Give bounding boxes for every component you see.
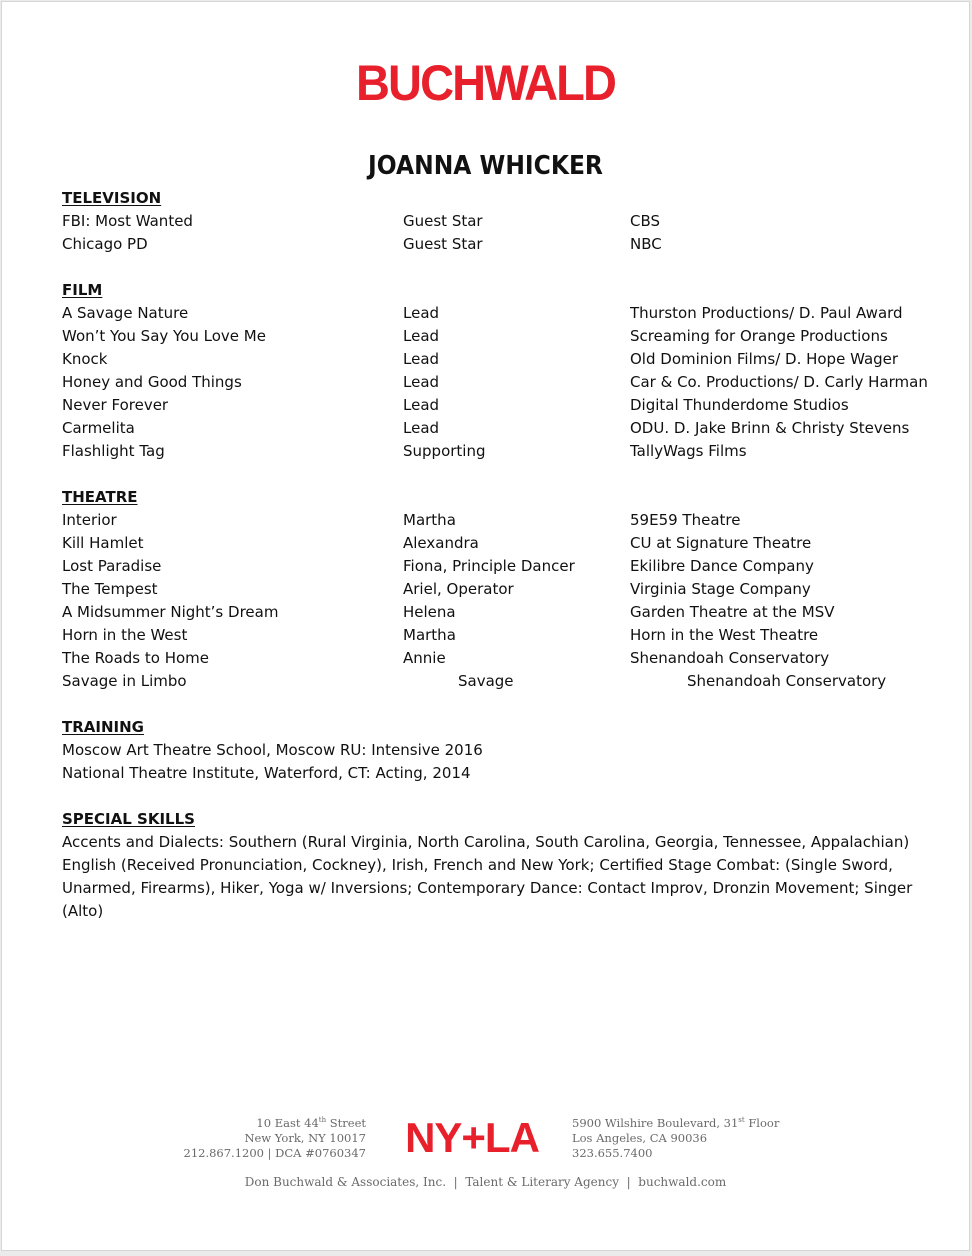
ny-street-number: 10 East 44 (256, 1116, 319, 1130)
ny-street-suffix-sup: th (318, 1116, 327, 1125)
credit-role: Ariel, Operator (403, 580, 514, 598)
training-line: National Theatre Institute, Waterford, CT: Acting, 2014 (62, 764, 471, 782)
credit-row (62, 532, 922, 555)
credit-title: Flashlight Tag (62, 442, 165, 460)
credit-company: CBS (630, 212, 661, 230)
credit-title: Won’t You Say You Love Me (62, 327, 266, 345)
special-skills-section (62, 808, 922, 923)
credit-title: A Savage Nature (62, 304, 189, 322)
credit-row (62, 371, 928, 394)
la-street (572, 1116, 779, 1131)
credit-role: Martha (403, 511, 456, 529)
credit-company: Garden Theatre at the MSV (630, 603, 835, 621)
credit-title: Interior (62, 511, 117, 529)
credit-title: Chicago PD (62, 235, 148, 253)
television-section (62, 187, 922, 256)
credit-row (62, 233, 922, 256)
credit-row (62, 210, 922, 233)
actor-name: JOANNA WHICKER (368, 151, 603, 181)
ny-street-name: Street (326, 1116, 366, 1130)
ny-phone: 212.867.1200 | DCA #0760347 (183, 1146, 366, 1160)
credit-company: Shenandoah Conservatory (687, 672, 887, 690)
section-heading: TRAINING (62, 718, 144, 736)
la-phone: 323.655.7400 (572, 1146, 653, 1160)
la-street-name: Floor (744, 1116, 780, 1130)
credit-company: Shenandoah Conservatory (630, 649, 830, 667)
section-heading: FILM (62, 281, 103, 299)
credit-row (62, 394, 922, 417)
credit-row (62, 578, 922, 601)
credit-role: Guest Star (403, 235, 483, 253)
credit-role: Martha (403, 626, 456, 644)
credit-title: Savage in Limbo (62, 672, 187, 690)
credit-role: Lead (403, 350, 440, 368)
credit-title: FBI: Most Wanted (62, 212, 193, 230)
credit-title: The Tempest (62, 580, 158, 598)
ny-street (184, 1116, 367, 1131)
credit-company: 59E59 Theatre (630, 511, 741, 529)
credit-title: Carmelita (62, 419, 135, 437)
credit-company: NBC (630, 235, 662, 253)
training-line: Moscow Art Theatre School, Moscow RU: Intensive 2016 (62, 741, 483, 759)
credit-company: Horn in the West Theatre (630, 626, 819, 644)
agency-footer (2, 1112, 969, 1202)
la-street-number: 5900 Wilshire Boulevard, 31 (572, 1116, 739, 1130)
credit-role: Fiona, Principle Dancer (403, 557, 575, 575)
credit-company: Digital Thunderdome Studios (630, 396, 849, 414)
special-skills-text: Accents and Dialects: Southern (Rural Virginia, North Carolina, South Carolina, Georgia, Tennessee, Appalachian) English (Received Pronunciation, Cockney), Irish, French and New York; Certified Stage Combat: (Single Sword, Unarmed, Firearms), Hiker, Yoga w/ Inversions; Contemporary Dance: Contact Improv, Dronzin Movement; Singer (Alto) (62, 833, 913, 920)
credit-role: Alexandra (403, 534, 479, 552)
credit-company: Car & Co. Productions/ D. Carly Harman (630, 373, 928, 391)
credit-row (62, 348, 922, 371)
credit-role: Guest Star (403, 212, 483, 230)
credit-company: Old Dominion Films/ D. Hope Wager (630, 350, 899, 368)
credit-role: Savage (458, 672, 514, 690)
la-city: Los Angeles, CA 90036 (572, 1131, 708, 1145)
credit-company: CU at Signature Theatre (630, 534, 812, 552)
credit-row (62, 302, 922, 325)
theatre-section (62, 486, 922, 693)
credit-row (62, 509, 922, 532)
credit-row (62, 624, 922, 647)
training-section (62, 716, 922, 785)
credit-row (62, 440, 922, 463)
credit-company: TallyWags Films (630, 442, 747, 460)
ny-la-logo: NY+LA (405, 1114, 539, 1161)
credit-row (62, 555, 922, 578)
credit-title: Horn in the West (62, 626, 188, 644)
section-heading: TELEVISION (62, 189, 162, 207)
credit-role: Lead (403, 327, 440, 345)
credit-title: Kill Hamlet (62, 534, 144, 552)
credit-row (62, 325, 922, 348)
credit-title: Honey and Good Things (62, 373, 242, 391)
credit-title: Lost Paradise (62, 557, 162, 575)
resume-page (1, 1, 970, 1251)
credit-role: Helena (403, 603, 456, 621)
credit-role: Lead (403, 304, 440, 322)
ny-address (184, 1116, 367, 1161)
credit-row (62, 417, 922, 440)
section-heading: THEATRE (62, 488, 138, 506)
film-section (62, 279, 928, 463)
credit-company: Virginia Stage Company (630, 580, 811, 598)
la-address (572, 1116, 779, 1161)
ny-city: New York, NY 10017 (244, 1131, 366, 1145)
credit-row (62, 647, 922, 670)
la-street-suffix-sup: st (738, 1116, 745, 1125)
credit-company: Thurston Productions/ D. Paul Award (630, 304, 903, 322)
credit-company: ODU. D. Jake Brinn & Christy Stevens (630, 419, 910, 437)
credit-title: Knock (62, 350, 108, 368)
credit-role: Annie (403, 649, 446, 667)
credit-role: Supporting (403, 442, 486, 460)
section-heading: SPECIAL SKILLS (62, 810, 195, 828)
credit-role: Lead (403, 419, 440, 437)
credit-title: Never Forever (62, 396, 169, 414)
credit-row (62, 601, 922, 624)
credit-company: Ekilibre Dance Company (630, 557, 814, 575)
credit-title: A Midsummer Night’s Dream (62, 603, 279, 621)
buchwald-logo: BUCHWALD (355, 55, 616, 111)
credit-company: Screaming for Orange Productions (630, 327, 888, 345)
resume-content (62, 187, 928, 946)
credit-row (62, 670, 922, 693)
agency-tagline: Don Buchwald & Associates, Inc. | Talent & Literary Agency | buchwald.com (244, 1175, 727, 1189)
credit-role: Lead (403, 396, 440, 414)
credit-role: Lead (403, 373, 440, 391)
credit-title: The Roads to Home (62, 649, 210, 667)
